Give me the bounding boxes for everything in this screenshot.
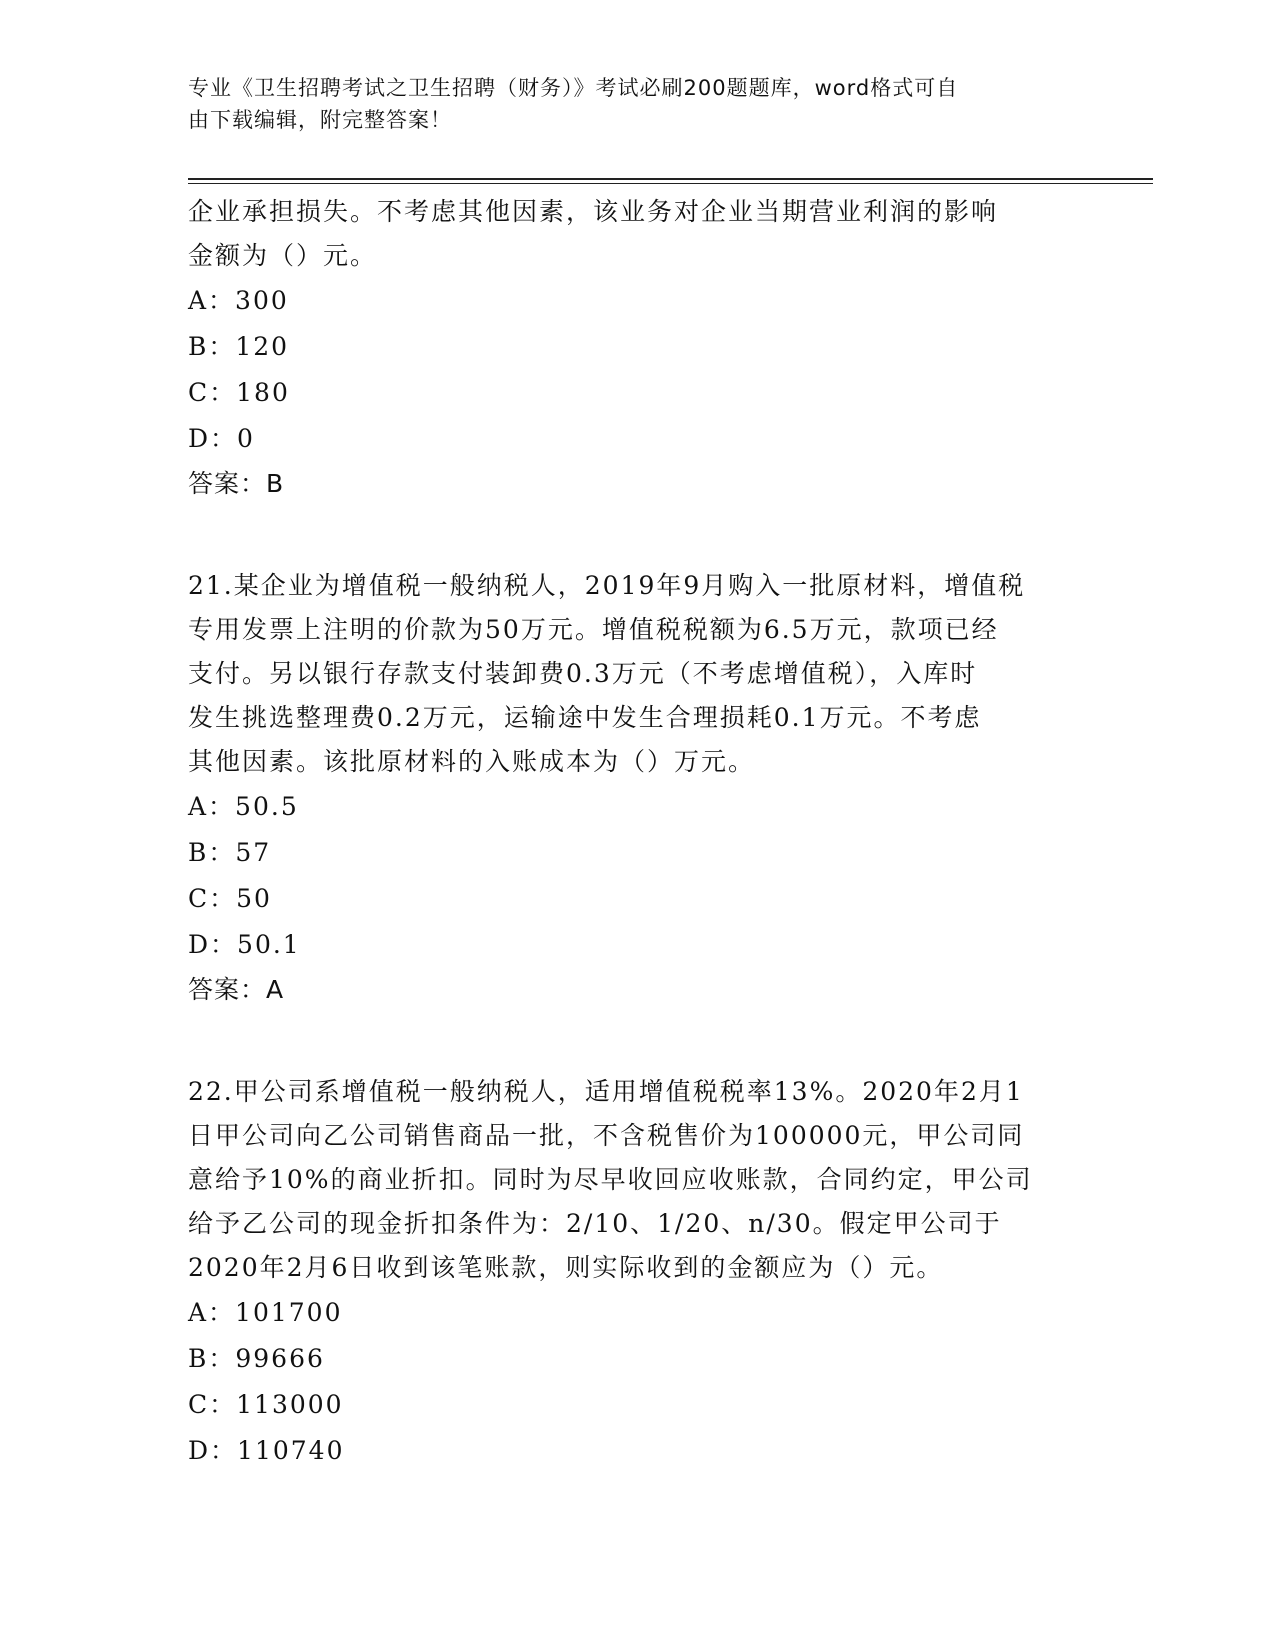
question-text-line: 2020年2月6日收到该笔账款，则实际收到的金额应为（）元。 <box>188 1253 944 1282</box>
question-text-line: 发生挑选整理费0.2万元，运输途中发生合理损耗0.1万元。不考虑 <box>188 703 982 732</box>
question-text-line: 专用发票上注明的价款为50万元。增值税税额为6.5万元，款项已经 <box>188 615 999 644</box>
option-d: D：110740 <box>188 1436 345 1465</box>
question-text-line: 支付。另以银行存款支付装卸费0.3万元（不考虑增值税），入库时 <box>188 659 978 688</box>
header-line-2: 由下载编辑，附完整答案！ <box>188 108 452 132</box>
option-b: B：57 <box>188 838 272 867</box>
answer-label: 答案：B <box>188 469 285 498</box>
option-d: D：0 <box>188 424 255 453</box>
answer-label: 答案：A <box>188 975 285 1004</box>
question-text-line: 其他因素。该批原材料的入账成本为（）万元。 <box>188 747 756 776</box>
option-c: C：113000 <box>188 1390 344 1419</box>
question-text-line: 给予乙公司的现金折扣条件为：2/10、1/20、n/30。假定甲公司于 <box>188 1209 1002 1238</box>
question-text-line: 21.某企业为增值税一般纳税人，2019年9月购入一批原材料，增值税 <box>188 571 1026 600</box>
option-a: A：300 <box>188 286 289 315</box>
question-21 <box>188 564 1088 1012</box>
question-20 <box>188 190 1088 506</box>
question-text-line: 意给予10%的商业折扣。同时为尽早收回应收账款，合同约定，甲公司 <box>188 1165 1033 1194</box>
header-divider <box>188 178 1153 184</box>
option-b: B：120 <box>188 332 290 361</box>
option-d: D：50.1 <box>188 930 301 959</box>
option-a: A：101700 <box>188 1298 343 1327</box>
page-header <box>188 72 1068 136</box>
question-text-line: 日甲公司向乙公司销售商品一批，不含税售价为100000元，甲公司同 <box>188 1121 1025 1150</box>
option-c: C：180 <box>188 378 290 407</box>
question-text-line: 金额为（）元。 <box>188 241 378 270</box>
option-c: C：50 <box>188 884 272 913</box>
question-22 <box>188 1070 1088 1474</box>
header-line-1: 专业《卫生招聘考试之卫生招聘（财务）》考试必刷200题题库，word格式可自 <box>188 76 959 100</box>
option-b: B：99666 <box>188 1344 325 1373</box>
question-text-line: 企业承担损失。不考虑其他因素，该业务对企业当期营业利润的影响 <box>188 197 999 226</box>
option-a: A：50.5 <box>188 792 299 821</box>
document-body <box>188 190 1088 1474</box>
question-text-line: 22.甲公司系增值税一般纳税人，适用增值税税率13%。2020年2月1 <box>188 1077 1024 1106</box>
